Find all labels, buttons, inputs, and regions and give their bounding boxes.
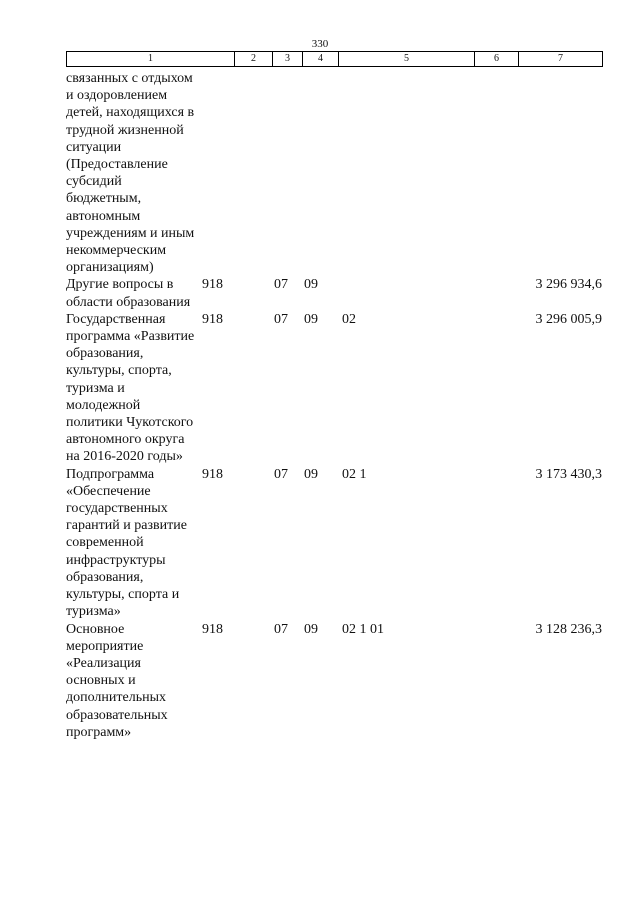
section-code: 07 bbox=[274, 277, 288, 293]
page-number: 330 bbox=[311, 38, 329, 50]
section-code: 07 bbox=[274, 311, 288, 327]
subsection-code: 09 bbox=[304, 466, 318, 482]
amount: 3 296 005,9 bbox=[535, 311, 602, 327]
ministry-code: 918 bbox=[202, 466, 223, 482]
ministry-code: 918 bbox=[202, 311, 223, 327]
column-header-3: 3 bbox=[273, 52, 303, 67]
target-article-code: 02 1 bbox=[342, 466, 367, 482]
row-name: Подпрограмма «Обеспечение государственных гарантий и развитие современной инфраструктуры образования, культуры, спорта и туризма» bbox=[66, 466, 187, 620]
table-row bbox=[66, 466, 602, 621]
column-header-table bbox=[66, 51, 603, 67]
target-article-code: 02 1 01 bbox=[342, 621, 384, 637]
section-code: 07 bbox=[274, 466, 288, 482]
table-row bbox=[66, 311, 602, 466]
row-name: Государственная программа «Развитие образования, культуры, спорта, туризма и молодежной политики Чукотского автономного округа на 2016-2020 годы» bbox=[66, 311, 195, 465]
table-row bbox=[66, 70, 602, 276]
ministry-code: 918 bbox=[202, 277, 223, 293]
row-name: связанных с отдыхом и оздоровлением детей, находящихся в трудной жизненной ситуации (Предоставление субсидий бюджетным, автономным учреждениям и иным некоммерческим организациям) bbox=[66, 71, 195, 276]
target-article-code: 02 bbox=[342, 311, 356, 327]
section-code: 07 bbox=[274, 621, 288, 637]
column-header-5: 5 bbox=[339, 52, 475, 67]
subsection-code: 09 bbox=[304, 311, 318, 327]
subsection-code: 09 bbox=[304, 277, 318, 293]
column-header-1: 1 bbox=[67, 52, 235, 67]
amount: 3 173 430,3 bbox=[535, 466, 602, 482]
column-header-4: 4 bbox=[303, 52, 339, 67]
row-name: Основное мероприятие «Реализация основных и дополнительных образовательных программ» bbox=[66, 621, 168, 740]
column-header-row bbox=[67, 52, 603, 67]
row-name: Другие вопросы в области образования bbox=[66, 277, 191, 310]
amount: 3 296 934,6 bbox=[535, 277, 602, 293]
table-row bbox=[66, 621, 602, 741]
column-header-7: 7 bbox=[519, 52, 603, 67]
ministry-code: 918 bbox=[202, 621, 223, 637]
table-row bbox=[66, 276, 602, 310]
amount: 3 128 236,3 bbox=[535, 621, 602, 637]
column-header-6: 6 bbox=[475, 52, 519, 67]
subsection-code: 09 bbox=[304, 621, 318, 637]
table-body bbox=[66, 70, 602, 741]
column-header-2: 2 bbox=[235, 52, 273, 67]
